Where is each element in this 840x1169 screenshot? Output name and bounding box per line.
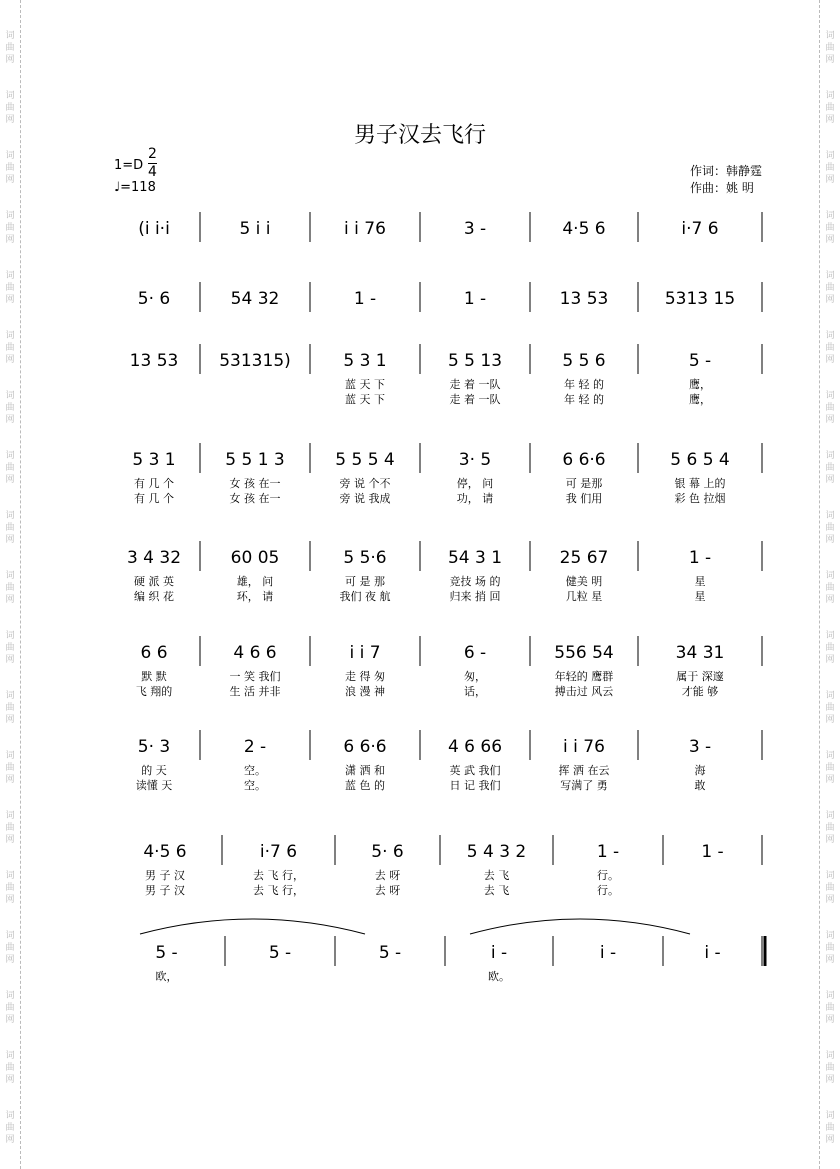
- watermark-right-7: 词 曲 网: [825, 451, 835, 485]
- watermark-left-17: 词 曲 网: [5, 1051, 15, 1085]
- lyric-verse-2: 走 着 一队: [449, 393, 501, 406]
- lyric-verse-1: 健美 明: [565, 575, 603, 588]
- measure-notes: 5 -: [688, 351, 712, 371]
- lyric-verse-2: 编 织 花: [134, 590, 174, 603]
- measure-notes: 5 5·6: [343, 548, 387, 568]
- lyric-verse-2: 有 几 个: [134, 492, 174, 505]
- lyric-verse-1: 海: [694, 764, 706, 777]
- measure-notes: 34 31: [675, 643, 725, 663]
- lyric-verse-2: 女 孩 在一: [229, 492, 281, 505]
- measure-notes: 6 6: [140, 643, 168, 663]
- measure-notes: 5 5 13: [447, 351, 503, 371]
- measure-notes: 5 -: [155, 943, 178, 963]
- composer: 作曲：姚 明: [690, 181, 754, 195]
- watermark-left-7: 词 曲 网: [5, 451, 15, 485]
- measure-notes: 25 67: [559, 548, 609, 568]
- lyric-verse-1: 挥 洒 在云: [558, 764, 610, 777]
- measure-notes: i -: [490, 943, 508, 963]
- lyric-verse-2: 男 子 汉: [145, 884, 185, 897]
- measure-notes: 1 -: [596, 842, 620, 862]
- lyric-verse-2: 鹰，: [689, 393, 711, 406]
- lyric-verse-1: 英 武 我们: [449, 764, 501, 777]
- lyric-verse-1: 去 飞: [483, 869, 510, 882]
- lyric-verse-2: 写满了 勇: [560, 779, 608, 792]
- watermark-left-14: 词 曲 网: [5, 871, 15, 905]
- lyricist: 作词：韩静霆: [690, 164, 763, 178]
- watermark-right-6: 词 曲 网: [825, 391, 835, 425]
- lyric-verse-1: 走 得 匆: [345, 670, 385, 683]
- meter-top: 2: [148, 146, 157, 162]
- watermark-left-0: 词 曲 网: [5, 31, 15, 65]
- watermark-left-18: 词 曲 网: [5, 1111, 15, 1145]
- measure-notes: 60 05: [230, 548, 280, 568]
- watermark-left-8: 词 曲 网: [5, 511, 15, 545]
- lyric-verse-2: 空。: [244, 779, 266, 792]
- measure-notes: 5· 6: [371, 842, 404, 862]
- lyric-verse-2: 蓝 天 下: [345, 393, 385, 406]
- lyric-verse-1: 硬 派 英: [134, 575, 174, 588]
- lyric-verse-2: 日 记 我们: [449, 779, 501, 792]
- lyric-verse-2: 我们 夜 航: [339, 590, 391, 603]
- lyric-verse-1: 欧，: [155, 970, 178, 983]
- watermark-right-13: 词 曲 网: [825, 811, 835, 845]
- measure-notes: 1 -: [688, 548, 712, 568]
- watermark-right-9: 词 曲 网: [825, 571, 835, 605]
- meter-bottom: 4: [148, 164, 157, 180]
- lyric-verse-1: 欧。: [488, 970, 510, 983]
- watermark-right-0: 词 曲 网: [825, 31, 835, 65]
- watermark-right-5: 词 曲 网: [825, 331, 835, 365]
- lyric-verse-2: 敢: [694, 779, 706, 792]
- lyric-verse-1: 蓝 天 下: [345, 378, 385, 391]
- lyric-verse-2: 旁 说 我成: [339, 492, 391, 505]
- tempo-value: =118: [120, 180, 156, 195]
- lyric-verse-1: 银 幕 上的: [674, 477, 726, 490]
- lyric-verse-1: 鹰，: [689, 378, 711, 391]
- lyric-verse-1: 行。: [597, 869, 619, 882]
- measure-notes: 3· 5: [458, 450, 492, 470]
- slur-1: [470, 919, 690, 934]
- lyric-verse-2: 功， 请: [456, 492, 494, 505]
- lyric-verse-1: 女 孩 在一: [229, 477, 281, 490]
- watermark-left-9: 词 曲 网: [5, 571, 15, 605]
- lyric-verse-2: 浪 漫 神: [345, 685, 385, 698]
- measure-notes: 5 3 1: [132, 450, 176, 470]
- lyric-verse-2: 归来 捎 回: [449, 590, 501, 603]
- lyric-verse-1: 停， 问: [456, 477, 494, 490]
- watermark-left-2: 词 曲 网: [5, 151, 15, 185]
- measure-notes: i i 7: [349, 643, 381, 663]
- measure-notes: 5· 3: [137, 737, 171, 757]
- measure-notes: 4 6 66: [447, 737, 503, 757]
- watermark-right-3: 词 曲 网: [825, 211, 835, 245]
- measure-notes: 6 -: [463, 643, 487, 663]
- measure-notes: 5 5 5 4: [335, 450, 395, 470]
- watermark-left-13: 词 曲 网: [5, 811, 15, 845]
- quarter-note-icon: ♩: [114, 180, 121, 195]
- lyric-verse-2: 年 轻 的: [564, 393, 604, 406]
- measure-notes: 5 3 1: [343, 351, 387, 371]
- lyric-verse-1: 旁 说 个不: [339, 477, 391, 490]
- watermark-right-10: 词 曲 网: [825, 631, 835, 665]
- lyric-verse-2: 蓝 色 的: [345, 779, 385, 792]
- lyric-verse-1: 空。: [244, 764, 266, 777]
- lyric-verse-1: 默 默: [141, 670, 167, 683]
- lyric-verse-2: 搏击过 风云: [554, 685, 614, 698]
- measure-notes: 54 32: [230, 289, 280, 309]
- measure-notes: 6 6·6: [562, 450, 606, 470]
- lyric-verse-1: 竞技 场 的: [449, 575, 501, 588]
- watermark-right-15: 词 曲 网: [825, 931, 835, 965]
- lyric-verse-1: 的 天: [141, 764, 167, 777]
- watermark-right-12: 词 曲 网: [825, 751, 835, 785]
- slur-0: [140, 919, 365, 934]
- measure-notes: i i 76: [563, 737, 605, 757]
- lyric-verse-1: 匆，: [464, 670, 486, 683]
- watermark-right-1: 词 曲 网: [825, 91, 835, 125]
- measure-notes: 4 6 6: [233, 643, 277, 663]
- lyric-verse-2: 我 们用: [565, 492, 603, 505]
- measure-notes: 4·5 6: [143, 842, 187, 862]
- measure-notes: 1 -: [353, 289, 377, 309]
- lyric-verse-1: 走 着 一队: [449, 378, 501, 391]
- measure-notes: 5· 6: [137, 289, 171, 309]
- watermark-left-5: 词 曲 网: [5, 331, 15, 365]
- measure-notes: 2 -: [243, 737, 267, 757]
- watermark-left-12: 词 曲 网: [5, 751, 15, 785]
- lyric-verse-2: 去 飞 行，: [253, 884, 304, 897]
- measure-notes: 4·5 6: [562, 219, 606, 239]
- measure-notes: 1 -: [463, 289, 487, 309]
- lyric-verse-1: 男 子 汉: [145, 869, 185, 882]
- watermark-right-16: 词 曲 网: [825, 991, 835, 1025]
- lyric-verse-2: 话，: [464, 685, 486, 698]
- measure-notes: 3 4 32: [126, 548, 182, 568]
- measure-notes: 6 6·6: [343, 737, 387, 757]
- measure-notes: 1 -: [701, 842, 724, 862]
- lyric-verse-1: 有 几 个: [134, 477, 174, 490]
- watermark-left-1: 词 曲 网: [5, 91, 15, 125]
- watermark-right-4: 词 曲 网: [825, 271, 835, 305]
- measure-notes: 54 3 1: [447, 548, 503, 568]
- lyric-verse-1: 可 是 那: [345, 575, 385, 588]
- lyric-verse-2: 几粒 星: [565, 590, 603, 603]
- measure-notes: 13 53: [129, 351, 179, 371]
- lyric-verse-2: 星: [694, 590, 706, 603]
- measure-notes: i -: [599, 943, 617, 963]
- lyric-verse-2: 生 活 并非: [229, 685, 281, 698]
- measure-notes: 3 -: [463, 219, 487, 239]
- watermark-left-6: 词 曲 网: [5, 391, 15, 425]
- watermark-left-15: 词 曲 网: [5, 931, 15, 965]
- watermark-left-4: 词 曲 网: [5, 271, 15, 305]
- watermark-left-16: 词 曲 网: [5, 991, 15, 1025]
- watermark-left-11: 词 曲 网: [5, 691, 15, 725]
- lyric-verse-2: 去 飞: [483, 884, 510, 897]
- lyric-verse-1: 雄， 问: [236, 575, 274, 588]
- watermark-right-18: 词 曲 网: [825, 1111, 835, 1145]
- lyric-verse-2: 环， 请: [236, 590, 274, 603]
- lyric-verse-2: 行。: [597, 884, 619, 897]
- lyric-verse-1: 年轻的 鹰群: [554, 670, 614, 683]
- lyric-verse-1: 星: [694, 575, 706, 588]
- lyric-verse-2: 读懂 天: [135, 779, 173, 792]
- measure-notes: 5313 15: [664, 289, 736, 309]
- watermark-right-2: 词 曲 网: [825, 151, 835, 185]
- watermark-right-17: 词 曲 网: [825, 1051, 835, 1085]
- measure-notes: (i i·i: [138, 219, 170, 239]
- song-title: 男子汉去飞行: [353, 123, 486, 148]
- lyric-verse-2: 彩 色 拉烟: [674, 492, 726, 505]
- measure-notes: i·7 6: [681, 219, 719, 239]
- watermark-left-10: 词 曲 网: [5, 631, 15, 665]
- lyric-verse-1: 一 笑 我们: [229, 670, 281, 683]
- measure-notes: 556 54: [554, 643, 614, 663]
- watermark-left-3: 词 曲 网: [5, 211, 15, 245]
- lyric-verse-1: 去 飞 行，: [253, 869, 304, 882]
- lyric-verse-1: 潇 洒 和: [345, 764, 385, 777]
- measure-notes: 5 i i: [239, 219, 271, 239]
- measure-notes: i·7 6: [259, 842, 298, 862]
- watermark-right-14: 词 曲 网: [825, 871, 835, 905]
- lyric-verse-2: 飞 翔的: [135, 685, 173, 698]
- measure-notes: 5 -: [378, 943, 402, 963]
- measure-notes: 5 5 6: [562, 351, 606, 371]
- measure-notes: i -: [704, 943, 721, 963]
- measure-notes: 5 5 1 3: [225, 450, 285, 470]
- lyric-verse-1: 属于 深邃: [676, 670, 724, 683]
- measure-notes: 531315): [219, 351, 291, 371]
- lyric-verse-1: 可 是那: [565, 477, 603, 490]
- watermark-right-11: 词 曲 网: [825, 691, 835, 725]
- lyric-verse-1: 年 轻 的: [564, 378, 604, 391]
- lyric-verse-2: 才能 够: [681, 685, 719, 698]
- lyric-verse-2: 去 呀: [374, 884, 401, 897]
- measure-notes: 13 53: [559, 289, 609, 309]
- measure-notes: 5 -: [268, 943, 292, 963]
- key-signature: 1=D: [114, 158, 144, 173]
- watermark-right-8: 词 曲 网: [825, 511, 835, 545]
- measure-notes: i i 76: [344, 219, 386, 239]
- measure-notes: 5 4 3 2: [466, 842, 527, 862]
- measure-notes: 3 -: [688, 737, 712, 757]
- measure-notes: 5 6 5 4: [670, 450, 730, 470]
- lyric-verse-1: 去 呀: [374, 869, 401, 882]
